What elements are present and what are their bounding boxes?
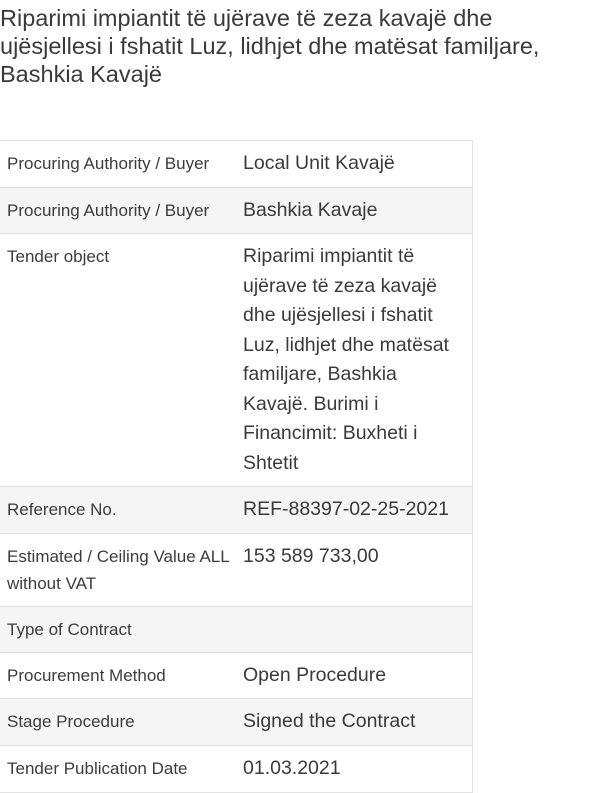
row-value: Signed the Contract bbox=[237, 699, 473, 746]
row-label: Type of Contract bbox=[0, 606, 237, 652]
row-value bbox=[237, 606, 473, 652]
table-row bbox=[0, 187, 473, 234]
row-label: Tender Publication Date bbox=[0, 746, 237, 793]
row-label: Procuring Authority / Buyer bbox=[0, 187, 237, 234]
tender-details-table bbox=[0, 140, 473, 793]
table-row bbox=[0, 746, 473, 793]
row-value: 153 589 733,00 bbox=[237, 533, 473, 606]
row-label: Reference No. bbox=[0, 487, 237, 534]
table-row bbox=[0, 699, 473, 746]
table-row bbox=[0, 533, 473, 606]
row-label: Procuring Authority / Buyer bbox=[0, 141, 237, 188]
row-value: Bashkia Kavaje bbox=[237, 187, 473, 234]
row-value: Riparimi impiantit të ujërave të zeza kavajë dhe ujësjellesi i fshatit Luz, lidhjet dhe matësat familjare, Bashkia Kavajë. Burimi i Financimit: Buxheti i Shtetit bbox=[237, 234, 473, 487]
row-label: Estimated / Ceiling Value ALL without VAT bbox=[0, 533, 237, 606]
row-value: REF-88397-02-25-2021 bbox=[237, 487, 473, 534]
table-row bbox=[0, 652, 473, 699]
row-label: Procurement Method bbox=[0, 652, 237, 699]
row-value: Local Unit Kavajë bbox=[237, 141, 473, 188]
row-label: Stage Procedure bbox=[0, 699, 237, 746]
table-row bbox=[0, 234, 473, 487]
row-label: Tender object bbox=[0, 234, 237, 487]
table-row bbox=[0, 141, 473, 188]
row-value: 01.03.2021 bbox=[237, 746, 473, 793]
row-value: Open Procedure bbox=[237, 652, 473, 699]
page-title: Riparimi impiantit të ujërave të zeza kavajë dhe ujësjellesi i fshatit Luz, lidhjet dhe matësat familjare, Bashkia Kavajë bbox=[0, 5, 540, 87]
table-row bbox=[0, 606, 473, 652]
table-row bbox=[0, 487, 473, 534]
